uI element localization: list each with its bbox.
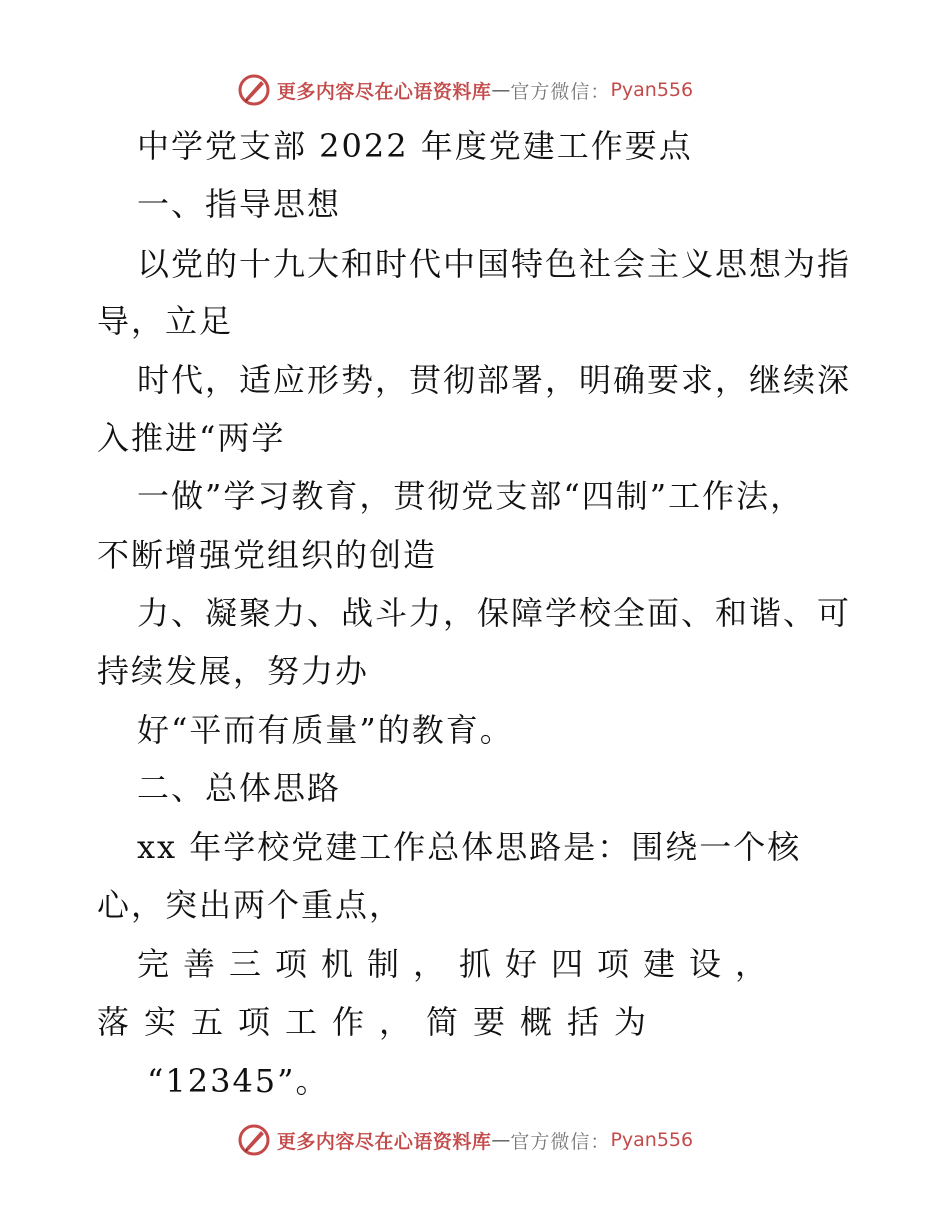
paragraph-line: 落实五项工作，简要概括为 [97,1003,662,1041]
quill-logo-icon [237,1123,271,1157]
watermark-separator: — [491,1129,511,1151]
section-heading: 二、总体思路 [137,769,342,807]
paragraph-line: 时代，适应形势，贯彻部署，明确要求，继续深 [137,361,852,399]
paragraph-line: 以党的十九大和时代中国特色社会主义思想为指 [137,245,852,283]
watermark-footer [0,1120,950,1160]
section-heading: 一、指导思想 [137,185,342,223]
paragraph-line: 导，立足 [97,302,234,340]
paragraph-line: 好“平而有质量”的教育。 [137,711,514,749]
watermark-header [0,70,950,110]
watermark-wechat-id: Pyan556 [610,1129,694,1151]
paragraph-line: 一做”学习教育，贯彻党支部“四制”工作法， [137,477,805,515]
watermark-wechat-id: Pyan556 [610,79,694,101]
watermark-site: 更多内容尽在心语资料库 [276,1130,492,1153]
watermark-wechat-label: 官方微信： [510,80,611,103]
paragraph-line: 入推进“两学 [97,419,286,457]
watermark-wechat-label: 官方微信： [510,1130,611,1153]
quill-logo-icon [237,73,271,107]
paragraph-line: 力、凝聚力、战斗力，保障学校全面、和谐、可 [137,594,852,632]
watermark-separator: — [491,79,511,101]
watermark-site: 更多内容尽在心语资料库 [276,80,492,103]
paragraph-line: 完善三项机制，抓好四项建设， [137,945,782,983]
paragraph-line: “12345”。 [147,1062,330,1100]
paragraph-line: xx 年学校党建工作总体思路是：围绕一个核 [137,828,802,866]
paragraph-line: 心，突出两个重点， [97,886,404,924]
paragraph-line: 持续发展，努力办 [97,652,370,690]
document-title: 中学党支部 2022 年度党建工作要点 [137,127,693,165]
paragraph-line: 不断增强党组织的创造 [97,536,438,574]
